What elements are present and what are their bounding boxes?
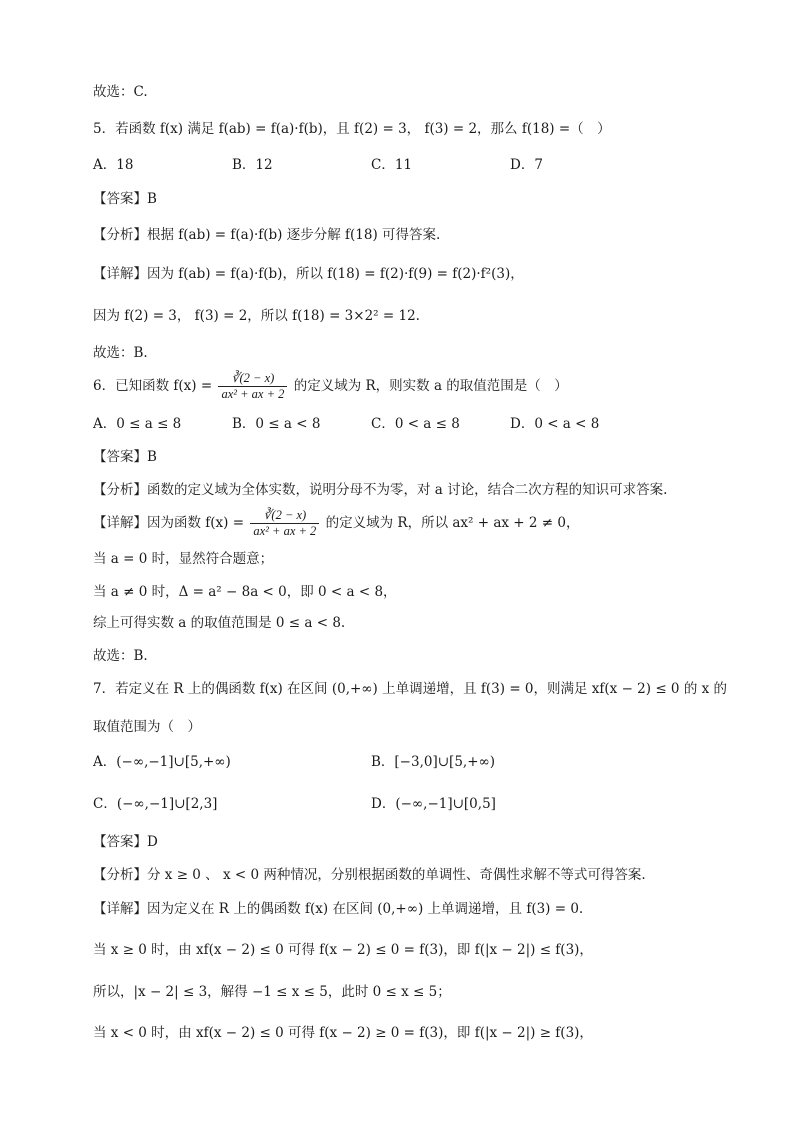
q5-detail-1: 【详解】因为 f(ab) = f(a)·f(b)，所以 f(18) = f(2)·f(9) = f(2)·f²(3)， [93,266,524,282]
q6-detail-fraction [250,508,319,539]
q6-detail-prefix: 【详解】因为函数 f(x) = [93,515,245,531]
q5-option-d: D．7 [510,157,543,173]
q6-fraction-numerator: ∛(2 − x) [218,371,287,387]
q7-detail-3: 所以，|x − 2| ≤ 3，解得 −1 ≤ x ≤ 5，此时 0 ≤ x ≤ 5； [93,984,451,1000]
q6-option-b: B．0 ≤ a < 8 [232,416,321,432]
question-5-stem: 5．若函数 f(x) 满足 f(ab) = f(a)·f(b)，且 f(2) = 3， f(3) = 2，那么 f(18) =（ ） [93,121,611,137]
q5-answer: 【答案】B [93,191,157,207]
q7-option-a: A．(−∞,−1]∪[5,+∞) [93,754,231,770]
q6-option-a: A．0 ≤ a ≤ 8 [93,416,182,432]
q6-detail-1 [93,506,579,540]
q5-conclusion: 故选：B. [93,345,148,361]
q5-option-b: B．12 [232,157,273,173]
q6-detail-fraction-numerator: ∛(2 − x) [250,508,319,524]
q6-detail-fraction-denominator: ax² + ax + 2 [253,524,317,538]
q6-fraction-denominator: ax² + ax + 2 [221,387,285,401]
q6-detail-3: 当 a ≠ 0 时，Δ = a² − 8a < 0，即 0 < a < 8， [93,584,397,600]
q5-option-c: C．11 [371,157,413,173]
text-line-l1: 故选：C. [93,84,148,100]
q6-fraction [218,371,287,402]
q7-option-b: B．[−3,0]∪[5,+∞) [371,754,496,770]
q5-analysis: 【分析】根据 f(ab) = f(a)·f(b) 逐步分解 f(18) 可得答案. [93,227,441,243]
question-7-stem-2: 取值范围为（ ） [93,719,201,735]
q5-option-a: A．18 [93,157,134,173]
q6-analysis: 【分析】函数的定义域为全体实数，说明分母不为零，对 a 讨论，结合二次方程的知识可求答案. [93,482,668,498]
question-6-stem [93,369,568,403]
q7-option-c: C．(−∞,−1]∪[2,3] [93,796,218,812]
q6-detail-2: 当 a = 0 时，显然符合题意； [93,551,274,567]
q5-detail-2: 因为 f(2) = 3， f(3) = 2，所以 f(18) = 3×2² = 12. [93,308,420,324]
question-7-stem-1: 7．若定义在 R 上的偶函数 f(x) 在区间 (0,+∞) 上单调递增，且 f(3) = 0，则满足 xf(x − 2) ≤ 0 的 x 的 [93,681,728,697]
q7-analysis: 【分析】分 x ≥ 0 、 x < 0 两种情况，分别根据函数的单调性、奇偶性求解不等式可得答案. [93,867,646,883]
q7-answer: 【答案】D [93,834,158,850]
q7-detail-1: 【详解】因为定义在 R 上的偶函数 f(x) 在区间 (0,+∞) 上单调递增，且 f(3) = 0. [93,901,584,917]
q6-detail-suffix: 的定义域为 R，所以 ax² + ax + 2 ≠ 0， [325,515,580,531]
q7-option-d: D．(−∞,−1]∪[0,5] [371,796,496,812]
q6-option-c: C．0 < a ≤ 8 [371,416,460,432]
q6-answer: 【答案】B [93,449,157,465]
q6-stem-suffix: 的定义域为 R，则实数 a 的取值范围是（ ） [293,378,568,394]
q6-option-d: D．0 < a < 8 [510,416,600,432]
q6-conclusion: 故选：B. [93,648,148,664]
q6-stem-prefix: 6．已知函数 f(x) = [93,378,213,394]
q7-detail-4: 当 x < 0 时，由 xf(x − 2) ≤ 0 可得 f(x − 2) ≥ 0 = f(3)，即 f(|x − 2|) ≥ f(3)， [93,1025,593,1041]
q6-detail-4: 综上可得实数 a 的取值范围是 0 ≤ a < 8. [93,615,346,631]
q7-detail-2: 当 x ≥ 0 时，由 xf(x − 2) ≤ 0 可得 f(x − 2) ≤ 0 = f(3)，即 f(|x − 2|) ≤ f(3)， [93,942,593,958]
